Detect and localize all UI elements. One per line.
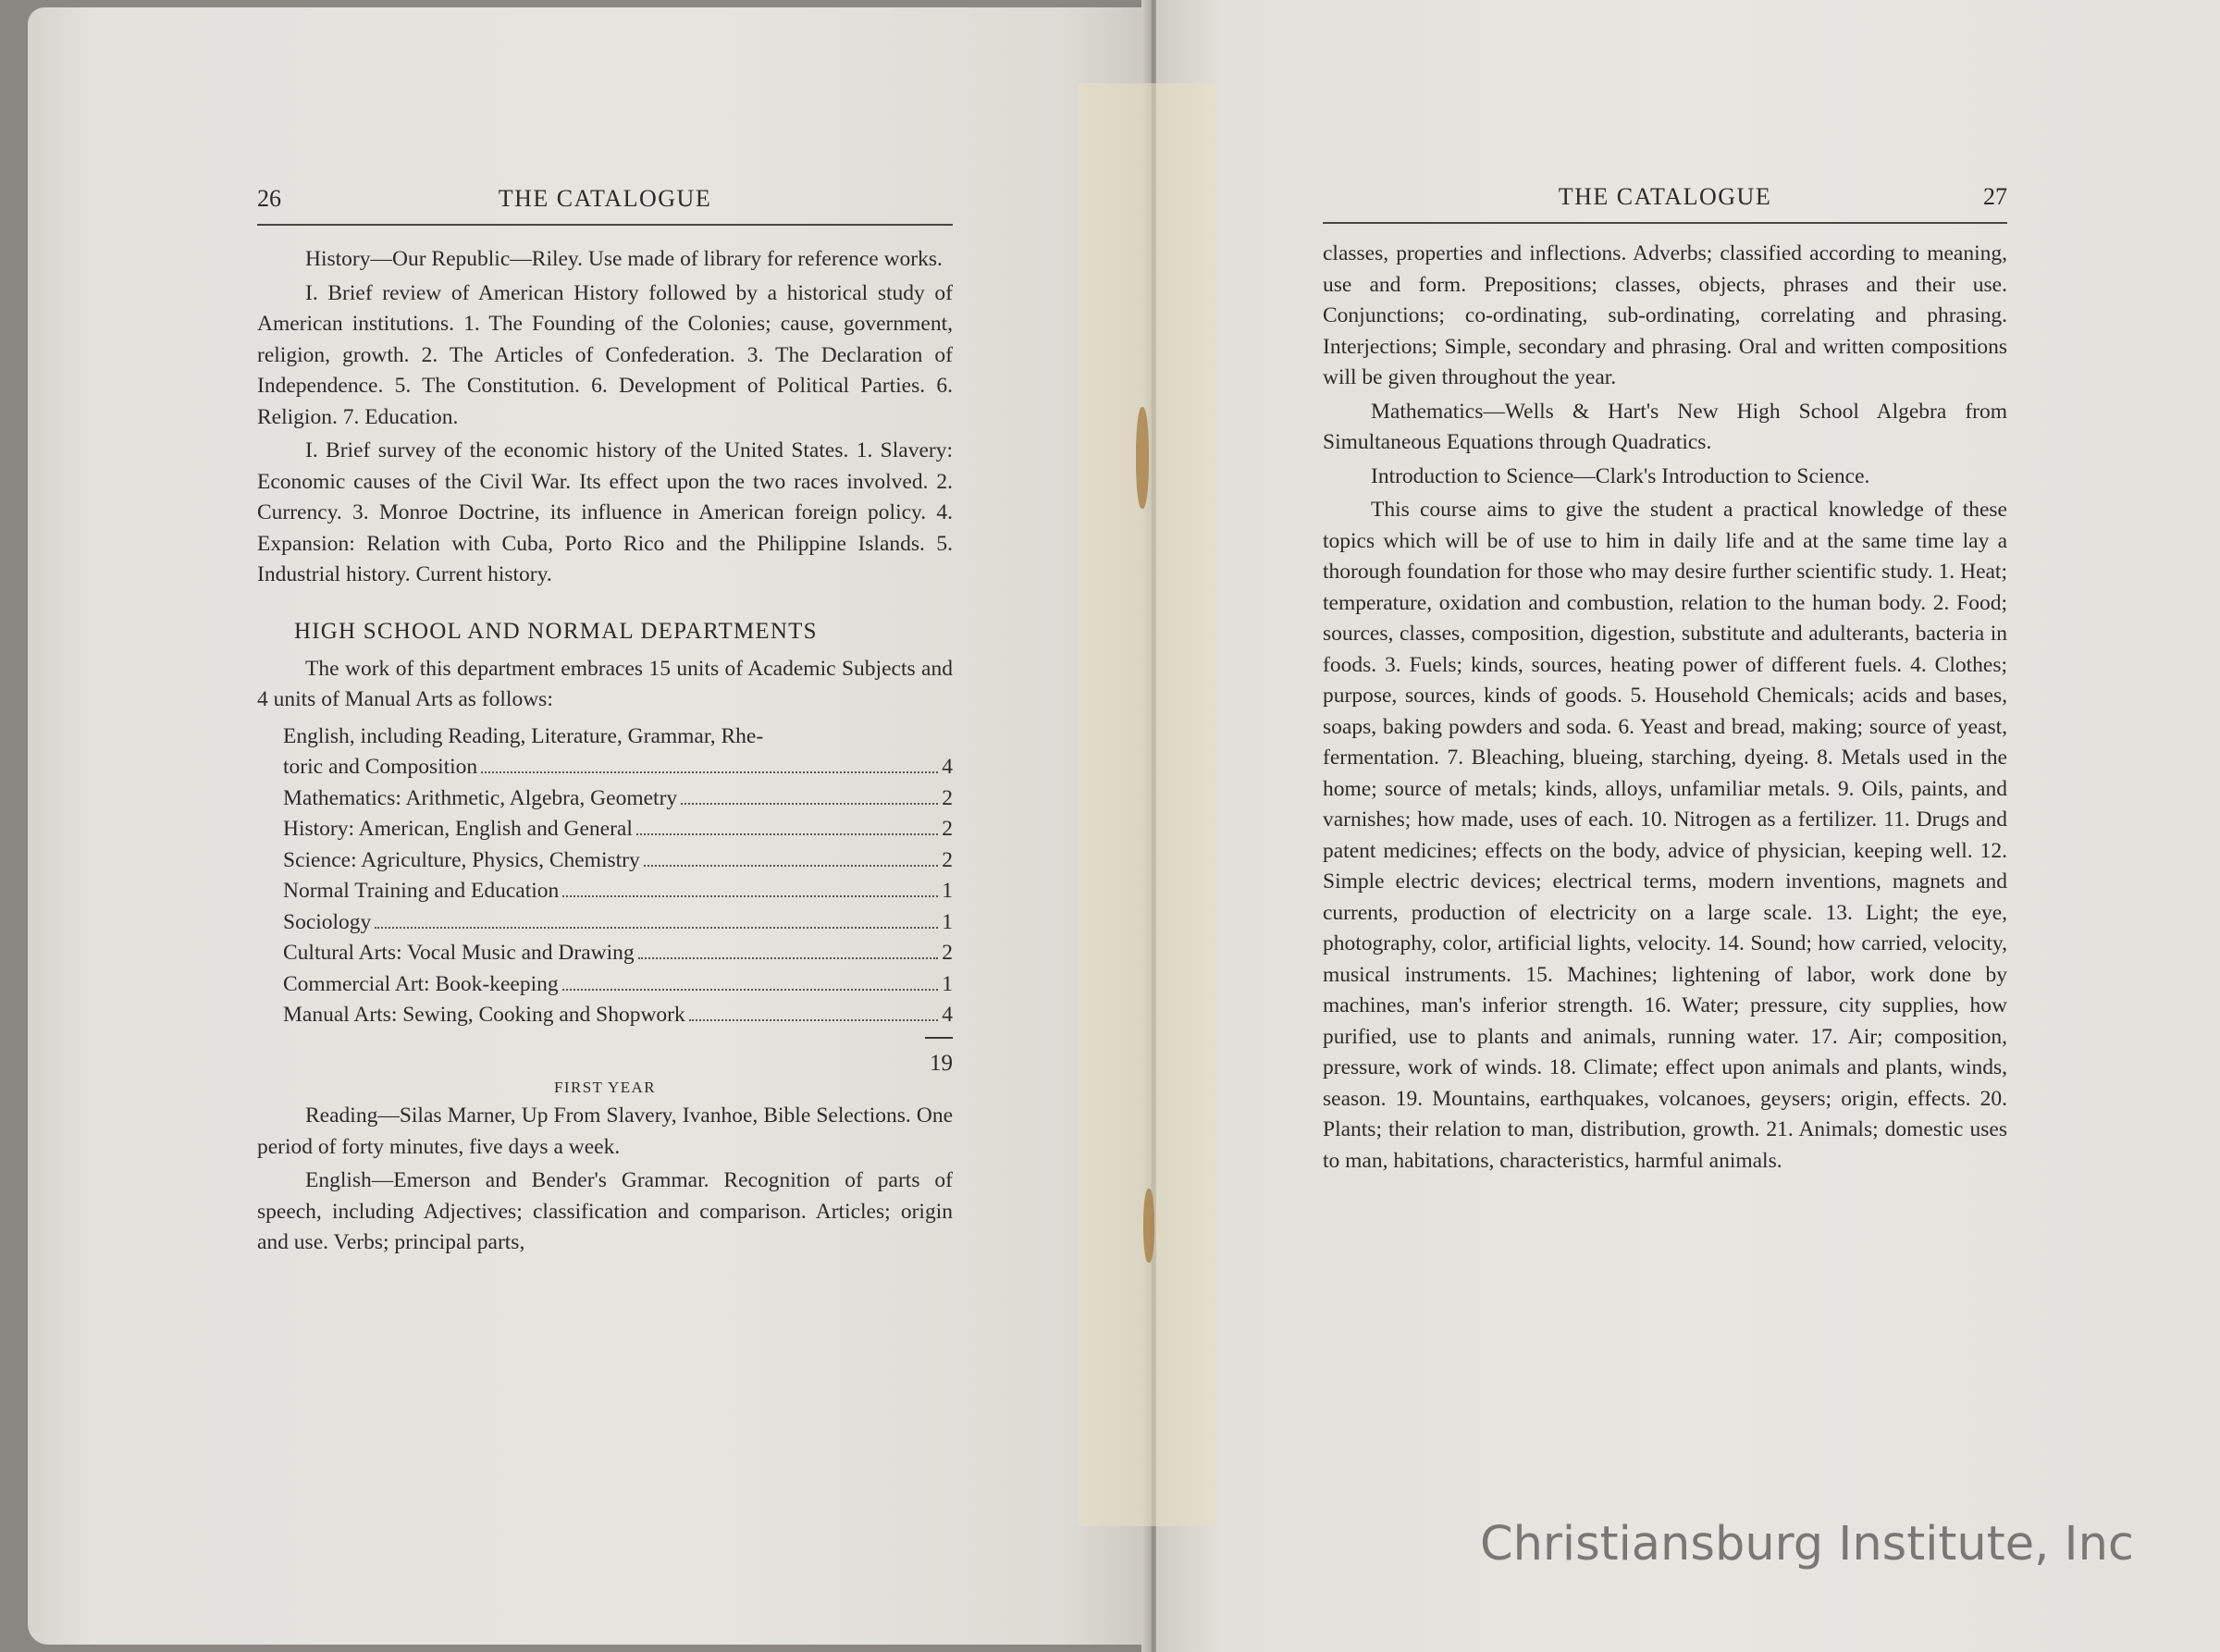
left-page-header [257, 185, 953, 226]
unit-subject: Commercial Art: Book-keeping [283, 971, 559, 996]
unit-count: 2 [942, 817, 953, 841]
units-row [283, 907, 953, 939]
left-page-number: 26 [257, 185, 281, 212]
history-paragraph: History—Our Republic—Riley. Use made of library for reference works. [305, 247, 943, 271]
units-row [283, 876, 953, 907]
unit-count: 4 [942, 1003, 953, 1027]
unit-count: 4 [942, 755, 953, 779]
tape-stain [1136, 407, 1149, 509]
unit-subject: Sociology [283, 909, 372, 934]
right-text-column [1323, 183, 2007, 1179]
mathematics-paragraph: Mathematics—Wells & Hart's New High School Algebra from Simultaneous Equations through Quadratics. [1323, 399, 2007, 454]
first-year-heading: FIRST YEAR [554, 1079, 656, 1096]
units-row [283, 814, 953, 845]
right-page-header [1323, 183, 2007, 224]
units-total-value: 19 [930, 1050, 953, 1076]
dot-leader [689, 1019, 939, 1021]
section-intro: The work of this department embraces 15 units of Academic Subjects and 4 units of Manual Arts as follows: [257, 656, 953, 711]
grammar-continuation: classes, properties and inflections. Adverbs; classified according to meaning, use and form. Prepositions; classes, objects, phrases and their use. Conjunctions; co-ordinating, sub-ordinating, correlating and phrasing. Interjections; Simple, secondary and phrasing. Oral and written compositions will be given throughout the year. [1323, 241, 2007, 389]
dot-leader [638, 957, 939, 959]
units-total [283, 1037, 953, 1079]
reading-paragraph: Reading—Silas Marner, Up From Slavery, Ivanhoe, Bible Selections. One period of forty minutes, five days a week. [257, 1103, 953, 1159]
unit-count: 1 [942, 909, 953, 934]
dot-leader [562, 989, 939, 991]
dot-leader [375, 927, 938, 929]
unit-count: 2 [942, 847, 953, 872]
right-page [1156, 0, 2220, 1652]
unit-subject: Science: Agriculture, Physics, Chemistry [283, 847, 640, 872]
unit-count: 1 [942, 879, 953, 903]
units-row [283, 1000, 953, 1031]
watermark: Christiansburg Institute, Inc [1480, 1517, 2134, 1572]
tape-strip [1078, 83, 1216, 1526]
total-rule [925, 1037, 953, 1039]
unit-subject: toric and Composition [283, 755, 478, 779]
left-running-title: THE CATALOGUE [498, 185, 712, 212]
economic-history-paragraph: I. Brief survey of the economic history of the United States. 1. Slavery: Economic causes of the Civil War. Its effect upon the two races involved. 2. Currency. 3. Monroe Doctrine, its influence in American foreign policy. 4. Expansion: Relation with Cuba, Porto Rico and the Philippine Islands. 5. Industrial history. Current history. [257, 438, 953, 586]
science-intro-paragraph: Introduction to Science—Clark's Introduction to Science. [1371, 463, 1870, 488]
units-row [283, 969, 953, 1001]
unit-subject: Cultural Arts: Vocal Music and Drawing [283, 941, 635, 965]
right-page-number: 27 [1983, 183, 2007, 210]
dot-leader [644, 865, 939, 867]
units-row [283, 938, 953, 969]
unit-subject: Mathematics: Arithmetic, Algebra, Geometry [283, 785, 678, 810]
units-table [283, 721, 953, 1079]
units-row [283, 783, 953, 815]
unit-subject: Manual Arts: Sewing, Cooking and Shopwork [283, 1003, 685, 1027]
left-text-column [257, 185, 953, 1262]
dot-leader [481, 771, 938, 773]
left-page [28, 7, 1156, 1645]
unit-subject: Normal Training and Education [283, 879, 560, 903]
right-running-title: THE CATALOGUE [1558, 183, 1772, 210]
units-row [283, 752, 953, 783]
dot-leader [681, 803, 938, 805]
unit-count: 2 [942, 941, 953, 965]
dot-leader [562, 895, 938, 897]
english-paragraph: English—Emerson and Bender's Grammar. Recognition of parts of speech, including Adjectives; classification and comparison. Articles; origin and use. Verbs; principal parts, [257, 1168, 953, 1254]
science-topics-paragraph: This course aims to give the student a practical knowledge of these topics which will be of use to him in daily life and at the same time lay a thorough foundation for those who may desire further scientific study. 1. Heat; temperature, oxidation and combustion, relation to the human body. 2. Food; sources, classes, composition, digestion, substitute and adulterants, bacteria in foods. 3. Fuels; kinds, sources, heating power of different fuels. 4. Clothes; purpose, sources, kinds of goods. 5. Household Chemicals; acids and bases, soaps, baking powders and soda. 6. Yeast and bread, making; source of yeast, fermentation. 7. Bleaching, blueing, starching, dyeing. 8. Metals used in the home; source of metals; kinds, alloys, unfamiliar metals. 9. Oils, paints, and varnishes; how made, uses of each. 10. Nitrogen as a fertilizer. 11. Drugs and patent medicines; effects on the body, advice of physician, keeping well. 12. Simple electric devices; electrical terms, modern inventions, magnets and currents, production of electricity on a large scale. 13. Light; the eye, photography, color, artificial lights, velocity. 14. Sound; how carried, velocity, musical instruments. 15. Machines; lightening of labor, work done by machines, man's inferior strength. 16. Water; pressure, city supplies, how purified, use to plants and animals, running water. 17. Air; composition, pressure, work of winds. 18. Climate; effect upon animals and plants, winds, season. 19. Mountains, earthquakes, volcanoes, geysers; origin, effects. 20. Plants; their relation to man, distribution, growth. 21. Animals; domestic uses to man, habitations, characteristics, harmful animals. [1323, 498, 2007, 1173]
unit-count: 1 [942, 971, 953, 996]
units-rows [283, 752, 953, 1031]
unit-count: 2 [942, 785, 953, 810]
section-heading: HIGH SCHOOL AND NORMAL DEPARTMENTS [294, 618, 818, 644]
american-institutions-paragraph: I. Brief review of American History followed by a historical study of American institutions. 1. The Founding of the Colonies; cause, government, religion, growth. 2. The Articles of Confederation. 3. The Declaration of Independence. 5. The Constitution. 6. Development of Political Parties. 6. Religion. 7. Education. [257, 280, 953, 429]
units-row [283, 845, 953, 877]
units-first-line: English, including Reading, Literature, Grammar, Rhe- [283, 723, 764, 748]
dot-leader [636, 833, 938, 835]
tape-stain [1143, 1189, 1154, 1263]
unit-subject: History: American, English and General [283, 817, 633, 841]
